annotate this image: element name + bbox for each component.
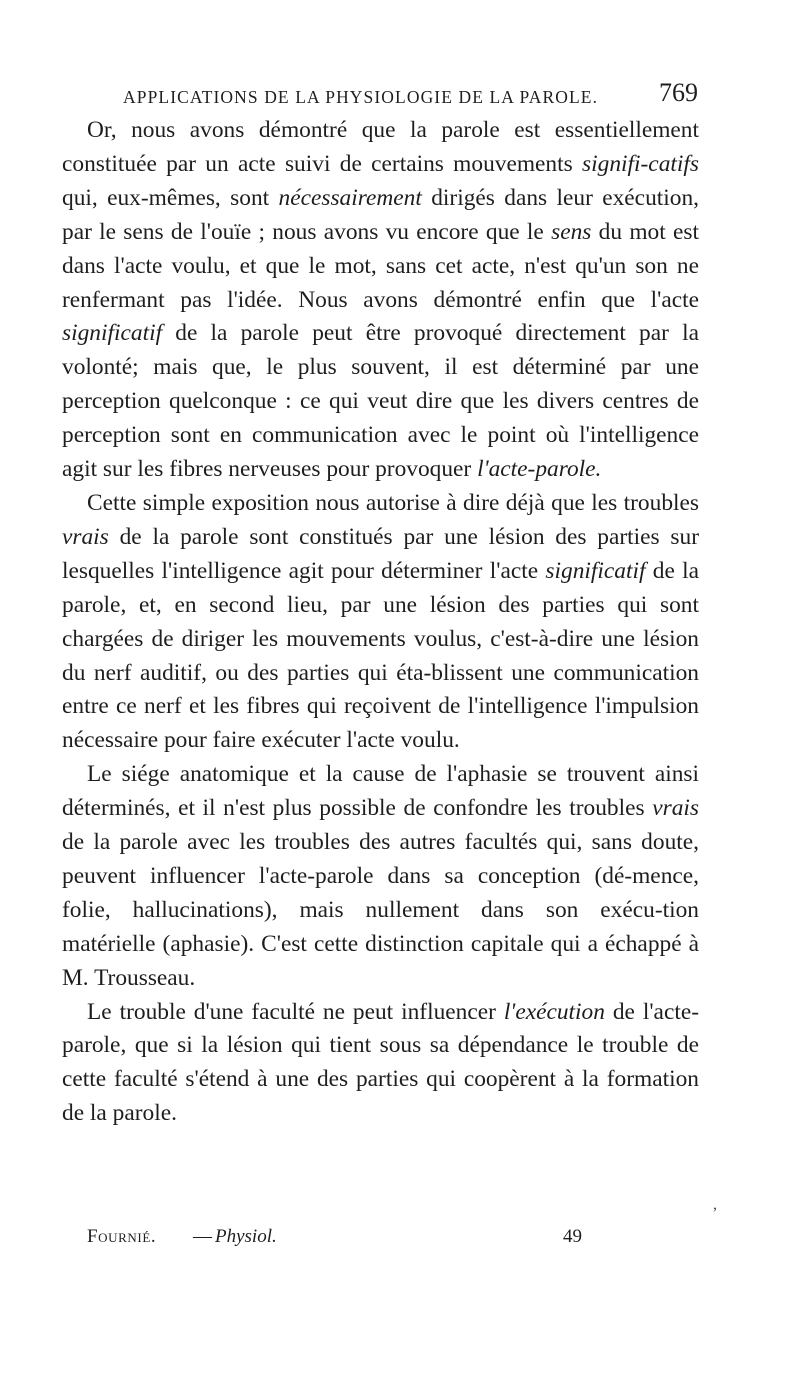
paragraph-3 [62, 758, 699, 995]
paragraph-4-text-1: Le trouble d'une faculté ne peut influencer [87, 998, 504, 1025]
paragraph-1-text-4: du mot est dans l'acte voulu, et que le mot, sans cet acte, n'est qu'un son ne renfermant pas l'idée. Nous avons démontré enfin que l'acte [62, 218, 699, 313]
paragraph-1-text-3: dirigés dans leur exécution, par le sens de l'ouïe ; nous avons vu encore que le [62, 184, 699, 245]
paragraph-4 [62, 996, 699, 1132]
paragraph-4-text-2: de l'acte-parole, que si la lésion qui tient sous sa dépendance le trouble de cette faculté s'étend à une des parties qui coopèrent à la formation de la parole. [62, 998, 699, 1127]
signature-dash: — [193, 1226, 212, 1247]
paragraph-1-italic-4: significatif [62, 320, 163, 347]
paragraph-3-text-2: de la parole avec les troubles des autres facultés qui, sans doute, peuvent influencer l'acte-parole dans sa conception (dé-mence, folie, hallucinations), mais nullement dans son exécu-tion matérielle (aphasie). C'est cette distinction capitale qui a échappé à M. Trousseau. [62, 829, 699, 991]
printer-signature [87, 1226, 647, 1256]
running-title: APPLICATIONS DE LA PHYSIOLOGIE DE LA PAROLE. [123, 87, 599, 107]
paragraph-1-italic-3: sens [551, 218, 592, 245]
paragraph-1-text-5: de la parole peut être provoqué directement par la volonté; mais que, le plus souvent, il est déterminé par une perception quelconque : ce qui veut dire que les divers centres de perception sont en communication avec le point où l'intelligence agit sur les fibres nerveuses pour provoquer [62, 320, 699, 483]
paragraph-2-text-2: de la parole sont constitués par une lésion des parties sur lesquelles l'intelligence agit pour déterminer l'acte [62, 523, 699, 584]
paragraph-2-italic-2: significatif [545, 557, 646, 584]
running-head [123, 78, 698, 112]
paragraph-4-italic-1: l'exécution [503, 998, 605, 1025]
body-text [62, 114, 699, 1131]
paragraph-1-italic-2: nécessairement [278, 184, 422, 211]
paragraph-3-text-1: Le siége anatomique et la cause de l'aphasie se trouvent ainsi déterminés, et il n'est plus possible de confondre les troubles [62, 761, 699, 822]
paragraph-1-text-1: Or, nous avons démontré que la parole est essentiellement constituée par un acte suivi de certains mouvements [62, 117, 699, 177]
paragraph-2-italic-1: vrais [62, 523, 109, 550]
signature-work: Physiol. [215, 1226, 277, 1247]
paragraph-2 [62, 487, 699, 758]
paragraph-3-italic-1: vrais [652, 795, 699, 822]
paragraph-1-italic-5: l'acte-parole. [477, 456, 602, 483]
page-number: 769 [659, 78, 698, 107]
paragraph-1-text-2: qui, eux-mêmes, sont [62, 184, 279, 211]
margin-mark: , [713, 1196, 717, 1213]
paragraph-1-italic-1: signifi-catifs [582, 150, 699, 177]
signature-number: 49 [563, 1226, 582, 1247]
paragraph-2-text-1: Cette simple exposition nous autorise à dire déjà que les troubles [87, 489, 699, 516]
paragraph-1 [62, 114, 699, 487]
signature-author: Fournié. [87, 1226, 157, 1247]
paragraph-2-text-3: de la parole, et, en second lieu, par une lésion des parties qui sont chargées de diriger les mouvements voulus, c'est-à-dire une lésion du nerf auditif, ou des parties qui éta-blissent une communication entre ce nerf et les fibres qui reçoivent de l'intelligence l'impulsion nécessaire pour faire exécuter l'acte voulu. [62, 557, 700, 754]
